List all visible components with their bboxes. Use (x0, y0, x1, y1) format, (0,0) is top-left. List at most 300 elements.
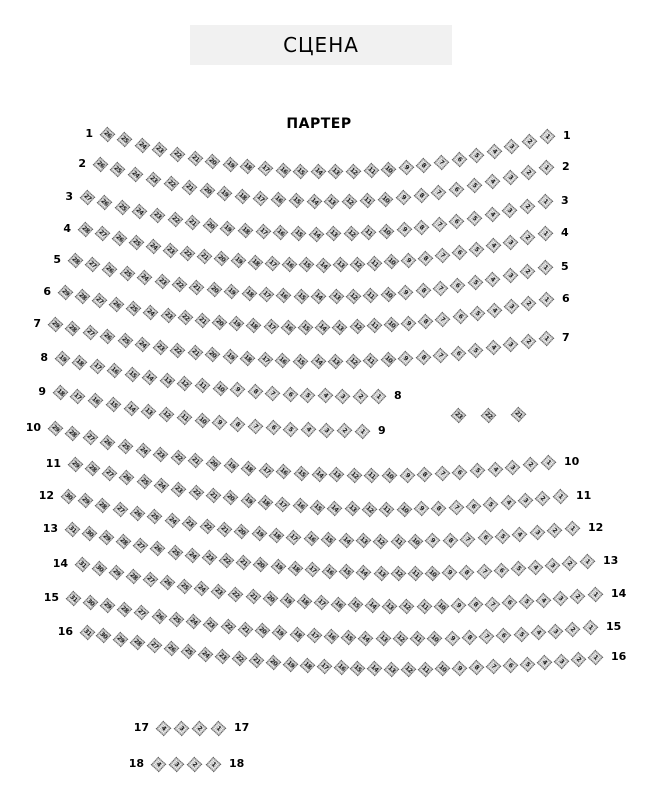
seat-row10-5[interactable] (470, 463, 486, 479)
seat-row1-24[interactable] (134, 137, 150, 153)
seat-row1-1[interactable] (539, 128, 555, 144)
seat-row16-11[interactable] (418, 661, 434, 677)
seat-row16-30[interactable] (96, 628, 112, 644)
seat-row4-3[interactable] (503, 234, 519, 250)
seat-row8-11[interactable] (195, 378, 211, 394)
seat-row7-4[interactable] (486, 340, 502, 356)
seat-row9-12[interactable] (159, 407, 175, 423)
seat-row15-23[interactable] (203, 617, 219, 633)
seat-row8-3[interactable] (335, 388, 351, 404)
seat-row15-21[interactable] (238, 621, 254, 637)
seat-row17-1[interactable] (210, 720, 226, 736)
seat-row16-13[interactable] (384, 661, 400, 677)
seat-row5-15[interactable] (294, 289, 310, 305)
seat-row4-25[interactable] (128, 235, 144, 251)
seat-row15-24[interactable] (186, 614, 202, 630)
seat-row12-3[interactable] (529, 525, 545, 541)
seat-row11-19[interactable] (240, 492, 256, 508)
seat-row10-16[interactable] (276, 464, 292, 480)
seat-row11-9[interactable] (414, 501, 430, 517)
seat-row2-20[interactable] (199, 183, 215, 199)
seat-row1-20[interactable] (205, 154, 221, 170)
seat-row10-22[interactable] (170, 450, 186, 466)
seat-row14-12[interactable] (399, 598, 415, 614)
seat-row15-3[interactable] (548, 623, 564, 639)
seat-row14-4[interactable] (536, 592, 552, 608)
seat-row7-7[interactable] (433, 347, 449, 363)
seat-row12-24[interactable] (164, 513, 180, 529)
seat-row12-9[interactable] (425, 533, 441, 549)
seat-row8-2[interactable] (353, 388, 369, 404)
seat-row5-17[interactable] (259, 287, 275, 303)
seat-row6-23[interactable] (160, 307, 176, 323)
seat-row12-29[interactable] (78, 493, 94, 509)
seat-row5-10[interactable] (381, 286, 397, 302)
seat-row13-6[interactable] (493, 562, 509, 578)
seat-row3-4[interactable] (484, 207, 500, 223)
seat-row14-24[interactable] (194, 581, 210, 597)
seat-row15-14[interactable] (358, 630, 374, 646)
seat-row11-2[interactable] (535, 491, 551, 507)
seat-row12-12[interactable] (373, 534, 389, 550)
seat-row7-5[interactable] (468, 343, 484, 359)
seat-row14-20[interactable] (262, 590, 278, 606)
seat-row16-7[interactable] (486, 659, 502, 675)
seat-row16-20[interactable] (265, 655, 281, 671)
seat-row7-23[interactable] (152, 339, 168, 355)
seat-row5-28[interactable] (67, 252, 83, 268)
seat-row7-9[interactable] (398, 351, 414, 367)
seat-row10-15[interactable] (294, 465, 310, 481)
seat-row11-4[interactable] (500, 495, 516, 511)
seat-row6-21[interactable] (195, 312, 211, 328)
seat-row11-28[interactable] (85, 461, 101, 477)
seat-row5-24[interactable] (137, 270, 153, 286)
seat-row4-24[interactable] (145, 239, 161, 255)
seat-row1-25[interactable] (117, 132, 133, 148)
seat-row4-18[interactable] (248, 254, 264, 270)
seat-row3-1[interactable] (537, 193, 553, 209)
seat-row12-6[interactable] (477, 530, 493, 546)
seat-row10-26[interactable] (100, 435, 116, 451)
seat-row15-30[interactable] (82, 594, 98, 610)
seat-row8-12[interactable] (177, 375, 193, 391)
seat-row2-22[interactable] (164, 176, 180, 192)
seat-row7-3[interactable] (503, 337, 519, 353)
seat-row14-11[interactable] (416, 598, 432, 614)
seat-row7-1[interactable] (538, 330, 554, 346)
seat-row3-11[interactable] (361, 225, 377, 241)
seat-row7-20[interactable] (205, 347, 221, 363)
seat-row6-2[interactable] (521, 295, 537, 311)
seat-row10-18[interactable] (241, 460, 257, 476)
seat-row1-11[interactable] (363, 163, 379, 179)
seat-row7-26[interactable] (100, 329, 116, 345)
seat-row5-19[interactable] (224, 284, 240, 300)
seat-row8-9[interactable] (230, 382, 246, 398)
seat-row10-10[interactable] (382, 468, 398, 484)
seat-row1-16[interactable] (275, 163, 291, 179)
seat-row10-17[interactable] (259, 462, 275, 478)
seat-row14-21[interactable] (245, 588, 261, 604)
seat-row2-2[interactable] (520, 165, 536, 181)
seat-row13-2[interactable] (562, 556, 578, 572)
seat-row6-25[interactable] (126, 301, 142, 317)
seat-row5-1[interactable] (537, 259, 553, 275)
seat-row11-12[interactable] (362, 501, 378, 517)
seat-row4-10[interactable] (384, 254, 400, 270)
seat-row2-17[interactable] (253, 190, 269, 206)
seat-row8-1[interactable] (370, 388, 386, 404)
seat-row10-12[interactable] (347, 468, 363, 484)
seat-row14-29[interactable] (108, 564, 124, 580)
seat-row11-21[interactable] (206, 487, 222, 503)
seat-row15-28[interactable] (117, 602, 133, 618)
seat-row9-5[interactable] (283, 421, 299, 437)
seat-row5-20[interactable] (206, 282, 222, 298)
seat-row13-31[interactable] (64, 521, 80, 537)
seat-row2-18[interactable] (235, 189, 251, 205)
seat-detached-21[interactable] (510, 406, 526, 422)
seat-row1-23[interactable] (152, 142, 168, 158)
seat-row3-8[interactable] (414, 220, 430, 236)
seat-row2-15[interactable] (288, 193, 304, 209)
seat-row11-8[interactable] (431, 500, 447, 516)
seat-row13-20[interactable] (253, 557, 269, 573)
seat-row13-14[interactable] (356, 565, 372, 581)
seat-row10-19[interactable] (223, 458, 239, 474)
seat-row3-17[interactable] (255, 224, 271, 240)
seat-row16-28[interactable] (130, 635, 146, 651)
seat-row12-22[interactable] (199, 519, 215, 535)
seat-row13-26[interactable] (150, 541, 166, 557)
seat-row11-25[interactable] (137, 474, 153, 490)
seat-row5-16[interactable] (276, 288, 292, 304)
seat-row16-15[interactable] (350, 660, 366, 676)
seat-row13-1[interactable] (579, 553, 595, 569)
seat-row4-9[interactable] (401, 252, 417, 268)
seat-row13-3[interactable] (545, 558, 561, 574)
seat-row10-29[interactable] (47, 420, 63, 436)
seat-row11-24[interactable] (154, 478, 170, 494)
seat-row4-11[interactable] (367, 255, 383, 271)
seat-row7-10[interactable] (380, 352, 396, 368)
seat-row10-13[interactable] (329, 467, 345, 483)
seat-row13-24[interactable] (184, 547, 200, 563)
seat-row9-15[interactable] (106, 397, 122, 413)
seat-row16-25[interactable] (181, 644, 197, 660)
seat-row5-9[interactable] (398, 285, 414, 301)
seat-row9-2[interactable] (336, 423, 352, 439)
seat-row6-17[interactable] (263, 319, 279, 335)
seat-row6-1[interactable] (538, 291, 554, 307)
seat-row3-22[interactable] (167, 212, 183, 228)
seat-row16-31[interactable] (79, 624, 95, 640)
seat-row2-3[interactable] (503, 170, 519, 186)
seat-row12-30[interactable] (60, 488, 76, 504)
seat-row4-8[interactable] (418, 250, 434, 266)
seat-row16-10[interactable] (435, 661, 451, 677)
seat-row10-24[interactable] (135, 443, 151, 459)
seat-row16-21[interactable] (249, 653, 265, 669)
seat-row4-20[interactable] (214, 251, 230, 267)
seat-row10-28[interactable] (65, 425, 81, 441)
seat-row6-11[interactable] (366, 318, 382, 334)
seat-row9-3[interactable] (319, 423, 335, 439)
seat-row16-3[interactable] (553, 653, 569, 669)
seat-row6-10[interactable] (384, 317, 400, 333)
seat-row14-14[interactable] (365, 598, 381, 614)
seat-row7-13[interactable] (328, 354, 344, 370)
seat-row1-21[interactable] (187, 150, 203, 166)
seat-row6-26[interactable] (109, 297, 125, 313)
seat-row5-13[interactable] (328, 289, 344, 305)
seat-row11-15[interactable] (310, 499, 326, 515)
seat-row7-27[interactable] (82, 325, 98, 341)
seat-row10-25[interactable] (118, 439, 134, 455)
seat-row15-8[interactable] (462, 630, 478, 646)
seat-row1-17[interactable] (258, 161, 274, 177)
seat-row7-2[interactable] (521, 334, 537, 350)
seat-row13-30[interactable] (81, 526, 97, 542)
seat-row2-25[interactable] (110, 162, 126, 178)
seat-row14-5[interactable] (519, 594, 535, 610)
seat-row16-23[interactable] (215, 649, 231, 665)
seat-row9-6[interactable] (265, 420, 281, 436)
seat-row11-29[interactable] (67, 456, 83, 472)
seat-row6-19[interactable] (229, 316, 245, 332)
seat-row8-14[interactable] (142, 370, 158, 386)
seat-row2-16[interactable] (271, 192, 287, 208)
seat-row5-25[interactable] (119, 266, 135, 282)
seat-row3-18[interactable] (238, 222, 254, 238)
seat-row16-1[interactable] (587, 649, 603, 665)
seat-row5-22[interactable] (172, 277, 188, 293)
seat-row4-19[interactable] (231, 253, 247, 269)
seat-row7-11[interactable] (363, 353, 379, 369)
seat-row6-13[interactable] (332, 320, 348, 336)
seat-row5-6[interactable] (450, 278, 466, 294)
seat-row10-27[interactable] (82, 430, 98, 446)
seat-row6-5[interactable] (470, 306, 486, 322)
seat-row3-16[interactable] (273, 225, 289, 241)
seat-row1-9[interactable] (398, 160, 414, 176)
seat-row11-10[interactable] (396, 501, 412, 517)
seat-row7-28[interactable] (65, 321, 81, 337)
seat-row11-22[interactable] (188, 484, 204, 500)
seat-row13-10[interactable] (425, 565, 441, 581)
seat-row8-17[interactable] (89, 359, 105, 375)
seat-row9-11[interactable] (177, 410, 193, 426)
seat-row18-2[interactable] (187, 756, 203, 772)
seat-row8-8[interactable] (247, 384, 263, 400)
seat-row4-28[interactable] (77, 221, 93, 237)
seat-row10-6[interactable] (452, 465, 468, 481)
seat-row3-26[interactable] (97, 195, 113, 211)
seat-row3-20[interactable] (203, 218, 219, 234)
seat-detached-22[interactable] (480, 407, 496, 423)
seat-row11-26[interactable] (119, 470, 135, 486)
seat-row5-18[interactable] (241, 286, 257, 302)
seat-row14-27[interactable] (143, 572, 159, 588)
seat-row8-16[interactable] (107, 363, 123, 379)
seat-row7-17[interactable] (258, 352, 274, 368)
seat-row11-13[interactable] (344, 501, 360, 517)
seat-row1-19[interactable] (222, 157, 238, 173)
seat-row2-13[interactable] (324, 194, 340, 210)
seat-row15-31[interactable] (65, 590, 81, 606)
seat-row16-19[interactable] (282, 656, 298, 672)
seat-row6-24[interactable] (143, 304, 159, 320)
seat-row4-26[interactable] (111, 231, 127, 247)
seat-row9-8[interactable] (230, 417, 246, 433)
seat-row7-12[interactable] (345, 353, 361, 369)
seat-row16-5[interactable] (519, 657, 535, 673)
seat-row14-10[interactable] (433, 598, 449, 614)
seat-row12-4[interactable] (512, 527, 528, 543)
seat-row1-26[interactable] (99, 126, 115, 142)
seat-row2-12[interactable] (342, 193, 358, 209)
seat-row16-16[interactable] (333, 660, 349, 676)
seat-row13-18[interactable] (287, 561, 303, 577)
seat-row9-17[interactable] (70, 389, 86, 405)
seat-row12-17[interactable] (286, 529, 302, 545)
seat-row12-13[interactable] (356, 533, 372, 549)
seat-row12-1[interactable] (564, 520, 580, 536)
seat-row6-9[interactable] (401, 315, 417, 331)
seat-row10-14[interactable] (311, 466, 327, 482)
seat-row4-4[interactable] (486, 238, 502, 254)
seat-row13-19[interactable] (270, 559, 286, 575)
seat-row16-8[interactable] (469, 660, 485, 676)
seat-row13-12[interactable] (390, 566, 406, 582)
seat-row9-16[interactable] (88, 393, 104, 409)
seat-row15-25[interactable] (169, 611, 185, 627)
seat-row1-18[interactable] (240, 159, 256, 175)
seat-row6-28[interactable] (74, 289, 90, 305)
seat-row12-7[interactable] (460, 531, 476, 547)
seat-detached-23[interactable] (450, 407, 466, 423)
seat-row2-24[interactable] (128, 167, 144, 183)
seat-row11-18[interactable] (258, 495, 274, 511)
seat-row15-16[interactable] (324, 629, 340, 645)
seat-row12-5[interactable] (495, 529, 511, 545)
seat-row15-11[interactable] (410, 631, 426, 647)
seat-row8-5[interactable] (300, 387, 316, 403)
seat-row11-17[interactable] (275, 496, 291, 512)
seat-row14-23[interactable] (211, 584, 227, 600)
seat-row15-9[interactable] (444, 630, 460, 646)
seat-row6-8[interactable] (418, 313, 434, 329)
seat-row15-19[interactable] (272, 625, 288, 641)
seat-row6-7[interactable] (435, 311, 451, 327)
seat-row3-2[interactable] (520, 198, 536, 214)
seat-row10-20[interactable] (206, 456, 222, 472)
seat-row5-27[interactable] (85, 257, 101, 273)
seat-row14-22[interactable] (228, 586, 244, 602)
seat-row6-18[interactable] (246, 317, 262, 333)
seat-row13-25[interactable] (167, 544, 183, 560)
seat-row2-7[interactable] (431, 185, 447, 201)
seat-row8-10[interactable] (212, 380, 228, 396)
seat-row13-16[interactable] (322, 563, 338, 579)
seat-row14-28[interactable] (126, 568, 142, 584)
seat-row12-23[interactable] (182, 516, 198, 532)
seat-row1-6[interactable] (451, 151, 467, 167)
seat-row3-9[interactable] (396, 222, 412, 238)
seat-row14-1[interactable] (587, 586, 603, 602)
seat-row14-19[interactable] (279, 592, 295, 608)
seat-row3-25[interactable] (114, 199, 130, 215)
seat-row16-29[interactable] (113, 632, 129, 648)
seat-row4-23[interactable] (162, 242, 178, 258)
seat-row4-27[interactable] (94, 226, 110, 242)
seat-row5-4[interactable] (485, 271, 501, 287)
seat-row15-20[interactable] (255, 623, 271, 639)
seat-row14-30[interactable] (91, 560, 107, 576)
seat-row16-18[interactable] (299, 658, 315, 674)
seat-row7-15[interactable] (293, 353, 309, 369)
seat-row2-26[interactable] (92, 156, 108, 172)
seat-row3-12[interactable] (343, 226, 359, 242)
seat-row9-13[interactable] (141, 404, 157, 420)
seat-row17-2[interactable] (192, 720, 208, 736)
seat-row7-21[interactable] (188, 345, 204, 361)
seat-row2-8[interactable] (413, 187, 429, 203)
seat-row14-3[interactable] (553, 590, 569, 606)
seat-row8-6[interactable] (282, 386, 298, 402)
seat-row3-21[interactable] (185, 215, 201, 231)
seat-row3-6[interactable] (449, 214, 465, 230)
seat-row10-21[interactable] (188, 453, 204, 469)
seat-row8-13[interactable] (160, 373, 176, 389)
seat-row1-13[interactable] (328, 164, 344, 180)
seat-row6-29[interactable] (57, 284, 73, 300)
seat-row10-2[interactable] (523, 457, 539, 473)
seat-row15-10[interactable] (427, 631, 443, 647)
seat-row1-8[interactable] (416, 157, 432, 173)
seat-row8-7[interactable] (265, 385, 281, 401)
seat-row4-6[interactable] (452, 245, 468, 261)
seat-row3-3[interactable] (502, 203, 518, 219)
seat-row13-5[interactable] (511, 561, 527, 577)
seat-row4-17[interactable] (265, 256, 281, 272)
seat-row4-16[interactable] (282, 257, 298, 273)
seat-row14-2[interactable] (570, 588, 586, 604)
seat-row13-17[interactable] (305, 562, 321, 578)
seat-row13-28[interactable] (116, 534, 132, 550)
seat-row1-5[interactable] (469, 148, 485, 164)
seat-row12-2[interactable] (547, 523, 563, 539)
seat-row6-4[interactable] (487, 303, 503, 319)
seat-row1-10[interactable] (381, 162, 397, 178)
seat-row5-26[interactable] (102, 262, 118, 278)
seat-row6-22[interactable] (177, 310, 193, 326)
seat-row4-21[interactable] (196, 248, 212, 264)
seat-row15-13[interactable] (375, 631, 391, 647)
seat-row4-1[interactable] (537, 225, 553, 241)
seat-row12-21[interactable] (217, 521, 233, 537)
seat-row16-22[interactable] (232, 651, 248, 667)
seat-row15-1[interactable] (582, 619, 598, 635)
seat-row2-19[interactable] (217, 186, 233, 202)
seat-row12-26[interactable] (130, 505, 146, 521)
seat-row4-22[interactable] (179, 246, 195, 262)
seat-row14-16[interactable] (331, 596, 347, 612)
seat-row12-19[interactable] (251, 526, 267, 542)
seat-row12-14[interactable] (338, 533, 354, 549)
seat-row7-18[interactable] (240, 350, 256, 366)
